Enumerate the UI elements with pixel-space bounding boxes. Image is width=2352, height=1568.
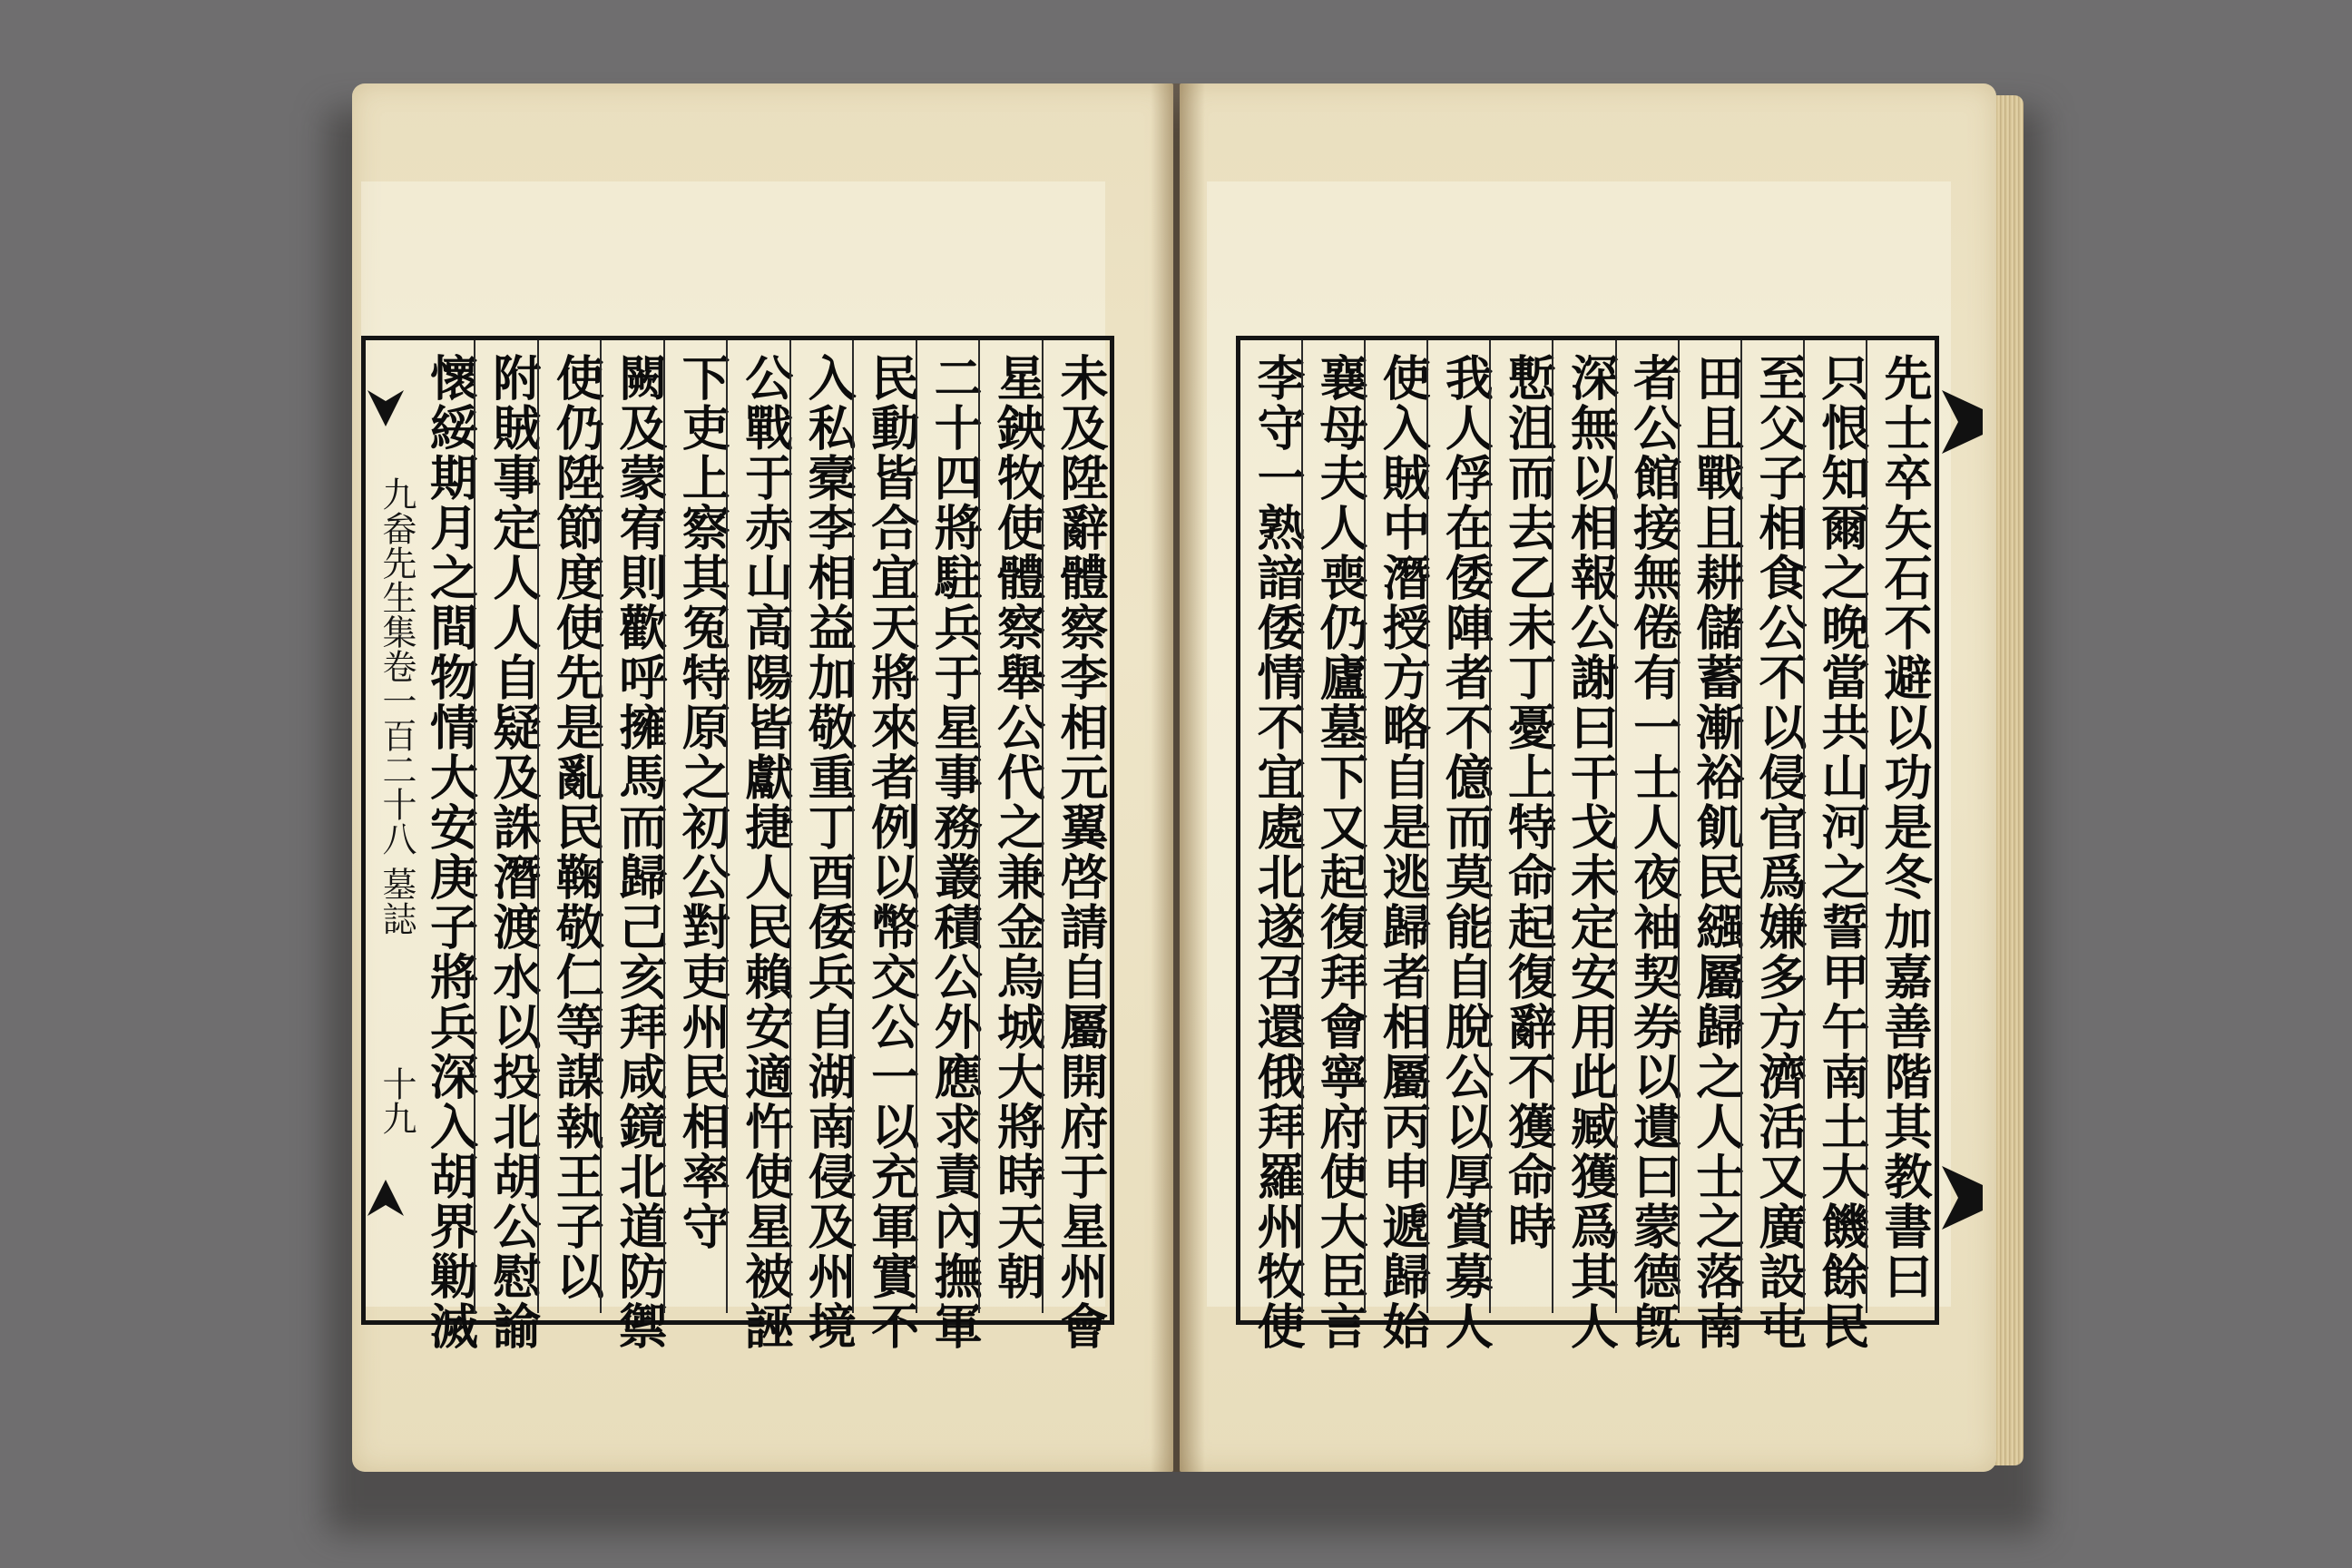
margin-title: 九畚先生集卷一百二十八 [377,476,416,856]
left-margin-column [365,340,416,1313]
text-column: 只恨知爾之晚當共山河之誓甲午南土大饑餘民 [1803,340,1866,1313]
text-column: 二十四將駐兵于星事務叢積公外應求責內撫軍 [916,340,978,1313]
text-column: 先士卒矢石不避以功是冬加嘉善階其教書曰 [1866,340,1928,1313]
text-column: 附賊事定人人自疑及誅潛渡水以投北胡公慰諭 [474,340,536,1313]
text-column: 下吏上察其冤特原之初公對吏州民相率守 [663,340,726,1313]
text-column: 李守一熟諳倭情不宜處北遂召還俄拜羅州牧使 [1250,353,1307,1351]
text-column: 深無以相報公謝曰干戈未定安用此臧獲爲其人 [1552,340,1614,1313]
text-column: 公戰于赤山高陽皆獻捷人民賴安適忤使星被誣 [726,340,789,1313]
text-column: 使入賊中潛授方略自是逃歸者相屬丙申遞歸始 [1364,340,1426,1313]
text-column: 星鉠牧使體察舉公代之兼金烏城大將時天朝 [978,340,1041,1313]
left-text-columns [413,340,1109,1351]
text-column: 入私槖李相益加敬重丁酉倭兵自湖南侵及州境 [789,340,852,1313]
text-column: 我人俘在倭陣者不億而莫能自脫公以厚賞募人 [1426,340,1489,1313]
text-column: 至父子相食公不以侵官爲嫌多方濟活又廣設屯 [1740,340,1803,1313]
right-text-columns [1240,340,1933,1351]
text-column: 慙沮而去乙未丁憂上特命起復辭不獲命時 [1489,340,1552,1313]
text-column: 懷綏期月之間物情大安庚子將兵深入胡界勦滅 [422,353,479,1351]
text-column: 民動皆合宜天將來者例以幣交公一以充軍實不 [852,340,915,1313]
text-column: 田且戰且耕儲蓄漸裕飢民繦屬歸之人士之落南 [1678,340,1740,1313]
text-column: 未及陞辭體察李相元翼啓請自屬開府于星州會 [1042,340,1104,1313]
text-column: 闕及蒙宥則歡呼擁馬而歸己亥拜咸鏡北道防禦 [600,340,662,1313]
text-column: 者公館接無倦有一士人夜袖契券以遺曰蒙德旣 [1615,340,1678,1313]
text-column: 襄母夫人喪仍廬墓下又起復拜會寧府使大臣言 [1301,340,1364,1313]
text-column: 使仍陞節度使先是亂民鞠敬仁等謀執王子以 [537,340,600,1313]
book-gutter [1151,83,1205,1472]
margin-section: 墓誌 [377,867,416,936]
margin-page-number: 十九 [377,1066,416,1135]
